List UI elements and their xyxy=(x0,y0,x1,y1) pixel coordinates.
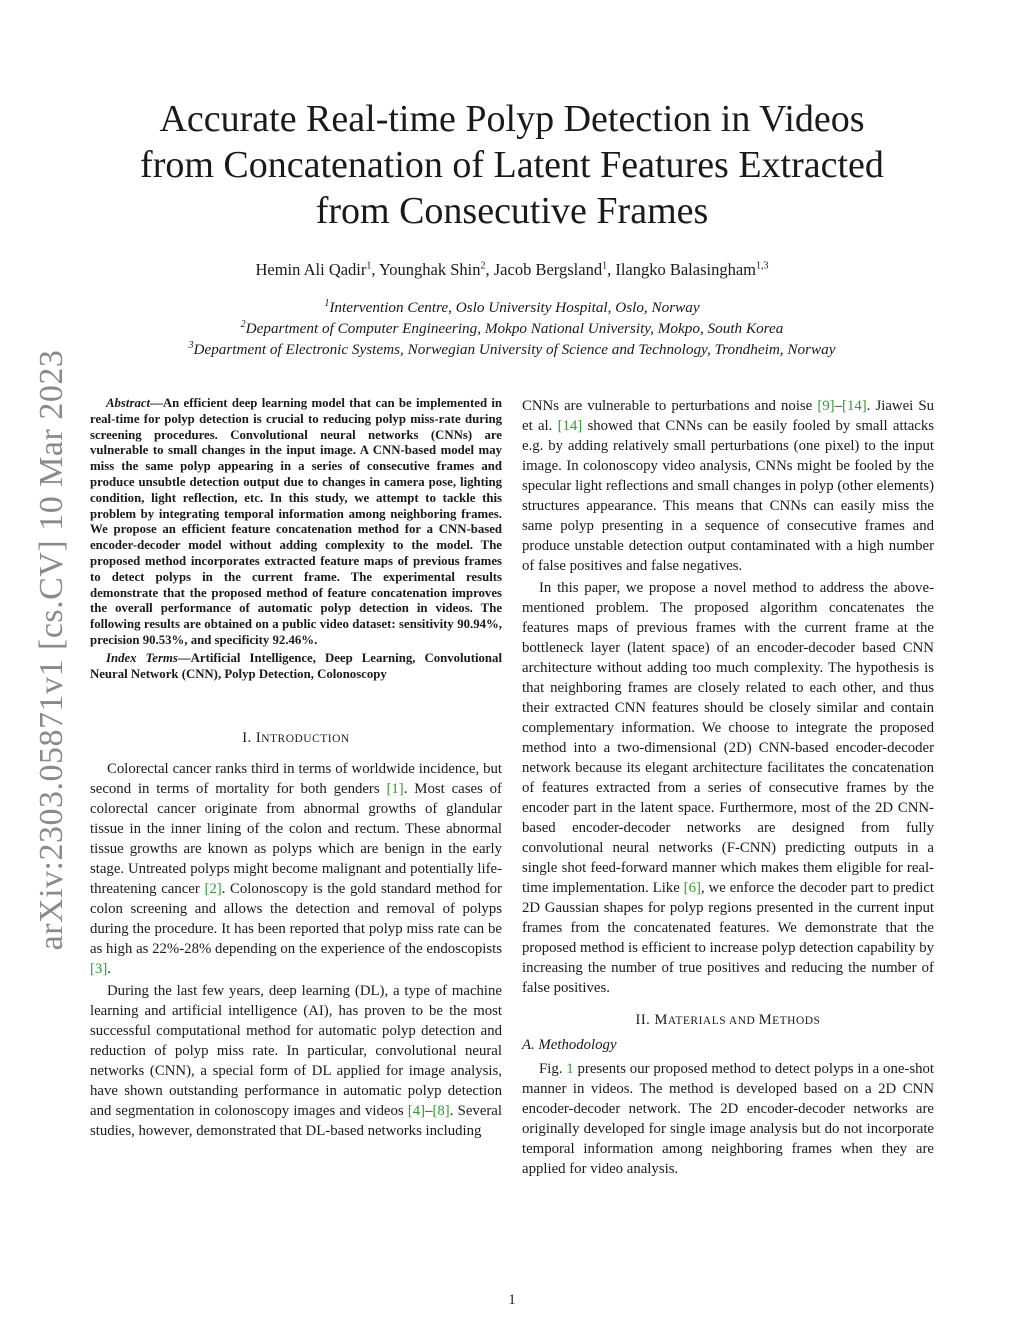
affiliation: $^1$Intervention Centre, Oslo University Hospital, Oslo, Norway xyxy=(324,297,700,316)
title-line: Accurate Real-time Polyp Detection in Videos xyxy=(159,98,865,140)
affiliation-list xyxy=(80,297,944,360)
author-sup: 2 xyxy=(480,260,486,272)
subsection-heading-methodology: A. Methodology xyxy=(522,1037,617,1053)
citation-link[interactable]: [8] xyxy=(432,1103,450,1120)
author-sup: 1,3 xyxy=(756,260,769,272)
right-column xyxy=(522,396,934,1179)
citation-link[interactable]: [3] xyxy=(90,961,108,978)
affiliation: $^3$Department of Electronic Systems, Norwegian University of Science and Technology, Trondheim, Norway xyxy=(188,339,836,358)
index-terms-label: Index Terms xyxy=(106,650,178,665)
methods-paragraph-1: Fig. 1 presents our proposed method to detect polyps in a one-shot manner in videos. The method is developed based on a 2D CNN encoder-decoder network. The 2D encoder-decoder networks are originally developed for single image analysis but do not incorporate temporal information among neighboring frames when they are applied for video analysis. xyxy=(522,1061,935,1177)
abstract-text: —An efficient deep learning model that can be implemented in real-time for polyp detection is crucial to reducing polyp miss-rate during screening procedures. Convolutional neural networks (CNNs) are vulnerable to small changes in the input image. A CNN-based model may miss the same polyp appearing in a series of consecutive frames and produce unsubtle detection output due to changes in camera pose, lighting condition, light reflection, etc. In this study, we attempt to tackle this problem by integrating temporal information among neighboring frames. We propose an efficient feature concatenation method for a CNN-based encoder-decoder model without adding complexity to the model. The proposed method incorporates extracted feature maps of previous frames to detect polyps in the current frame. The experimental results demonstrate that the proposed method of feature concatenation improves the overall performance of automatic polyp detection in videos. The following results are obtained on a public video dataset: sensitivity 90.94%, precision 90.53%, and specificity 92.46%. xyxy=(90,396,502,647)
abstract xyxy=(90,396,502,649)
right-paragraph-2: In this paper, we propose a novel method to address the above-mentioned problem. The proposed algorithm concatenates the features maps of previous frames with the current frame at the bottleneck layer (latent space) of an encoder-decoder based CNN architecture without adding too much complexity. The hypothesis is that neighboring frames are closely related to each other, and thus their extracted CNN features should be closely similar and contain complementary information. We choose to integrate the proposed method into a two-dimensional (2D) CNN-based encoder-decoder network because its elegant architecture facilitates the concatenation of features extracted from a series of consecutive frames by the encoder part in the latent space. Furthermore, most of the 2D CNN-based encoder-decoder networks are designed from fully convolutional neural networks (F-CNN) predicting outputs in a single shot feed-forward manner which makes them eligible for real-time implementation. Like [6], we enforce the decoder part to predict 2D Gaussian shapes for polyp regions presented in the current input frames from the concatenated features. We demonstrate that the proposed method is efficient to increase polyp detection capability by increasing the number of true positives and reducing the number of false positives. xyxy=(522,580,934,996)
figure-link[interactable]: 1 xyxy=(566,1061,574,1077)
title-line: from Concatenation of Latent Features Extracted xyxy=(140,144,884,186)
index-terms-text: —Artificial Intelligence, Deep Learning, Convolutional Neural Network (CNN), Polyp Detection, Colonoscopy xyxy=(90,650,502,681)
section-heading-methods: II. MATERIALS AND METHODS xyxy=(635,1012,821,1028)
author-list: Hemin Ali Qadir$^1$, Younghak Shin$^2$, Jacob Bergsland$^1$, Ilangko Balasingham$^{1,3}$ xyxy=(255,260,769,279)
citation-link[interactable]: [2] xyxy=(204,881,222,898)
citation-link[interactable]: [9] xyxy=(817,398,835,414)
right-paragraph-1: CNNs are vulnerable to perturbations and noise [9]–[14]. Jiawei Su et al. [14] showed that CNNs can be easily fooled by small attacks e.g. by adding relatively small perturbations (one pixel) to the input image. In colonoscopy video analysis, CNNs might be fooled by the specular light reflections and small changes in polyp (other elements) structures appearance. This means that CNNs can easily miss the same polyp presenting in a sequence of consecutive frames and produce unstable detection output contaminated with a high number of false positives and false negatives. xyxy=(522,398,934,574)
intro-paragraph-2: During the last few years, deep learning (DL), a type of machine learning and artificial intelligence (AI), has proven to be the most successful computational method for automatic polyp detection and reduction of polyp miss rate. In particular, convolutional neural networks (CNN), a special form of DL applied for image analysis, have shown outstanding performance in automatic polyp detection and segmentation in colonoscopy images and videos [4]–[8]. Several studies, however, demonstrated that DL-based networks including xyxy=(90,983,502,1140)
affiliation: $^2$Department of Computer Engineering, Mokpo National University, Mokpo, South Korea xyxy=(240,318,784,337)
author-name: Hemin Ali Qadir xyxy=(255,260,367,279)
abstract-label: Abstract xyxy=(106,396,151,410)
author-sup: 1 xyxy=(366,260,372,272)
intro-paragraph-1: Colorectal cancer ranks third in terms of worldwide incidence, but second in terms of mortality for both genders [1]. Most cases of colorectal cancer originate from abnormal growths of glandular tissue in the inner lining of the colon and rectum. These abnormal tissue growths are known as polyps which are benign in the early stage. Untreated polyps might become malignant and potentially life-threatening cancer [2]. Colonoscopy is the gold standard method for colon screening and allows the detection and removal of polyps during the procedure. It has been reported that polyp miss rate can be as high as 22%-28% depending on the experience of the endoscopists [3]. xyxy=(90,761,502,978)
citation-link[interactable]: [1] xyxy=(386,781,404,798)
author-name: Ilangko Balasingham xyxy=(615,260,757,279)
index-terms xyxy=(90,651,502,683)
left-column xyxy=(90,396,502,1141)
citation-link[interactable]: [14] xyxy=(842,398,867,414)
arxiv-side-stamp: arXiv:2303.05871v1 [cs.CV] 10 Mar 2023 xyxy=(33,349,70,951)
title-line: from Consecutive Frames xyxy=(315,190,709,232)
author-name: Jacob Bergsland xyxy=(493,260,603,279)
citation-link[interactable]: [14] xyxy=(557,418,583,434)
paper-title xyxy=(80,96,944,234)
citation-link[interactable]: [6] xyxy=(683,880,701,896)
citation-link[interactable]: [4] xyxy=(407,1103,426,1120)
author-sup: 1 xyxy=(602,260,608,272)
page-number: 1 xyxy=(508,1292,516,1308)
author-name: Younghak Shin xyxy=(379,260,481,279)
section-heading-introduction: I. INTRODUCTION xyxy=(242,730,350,747)
